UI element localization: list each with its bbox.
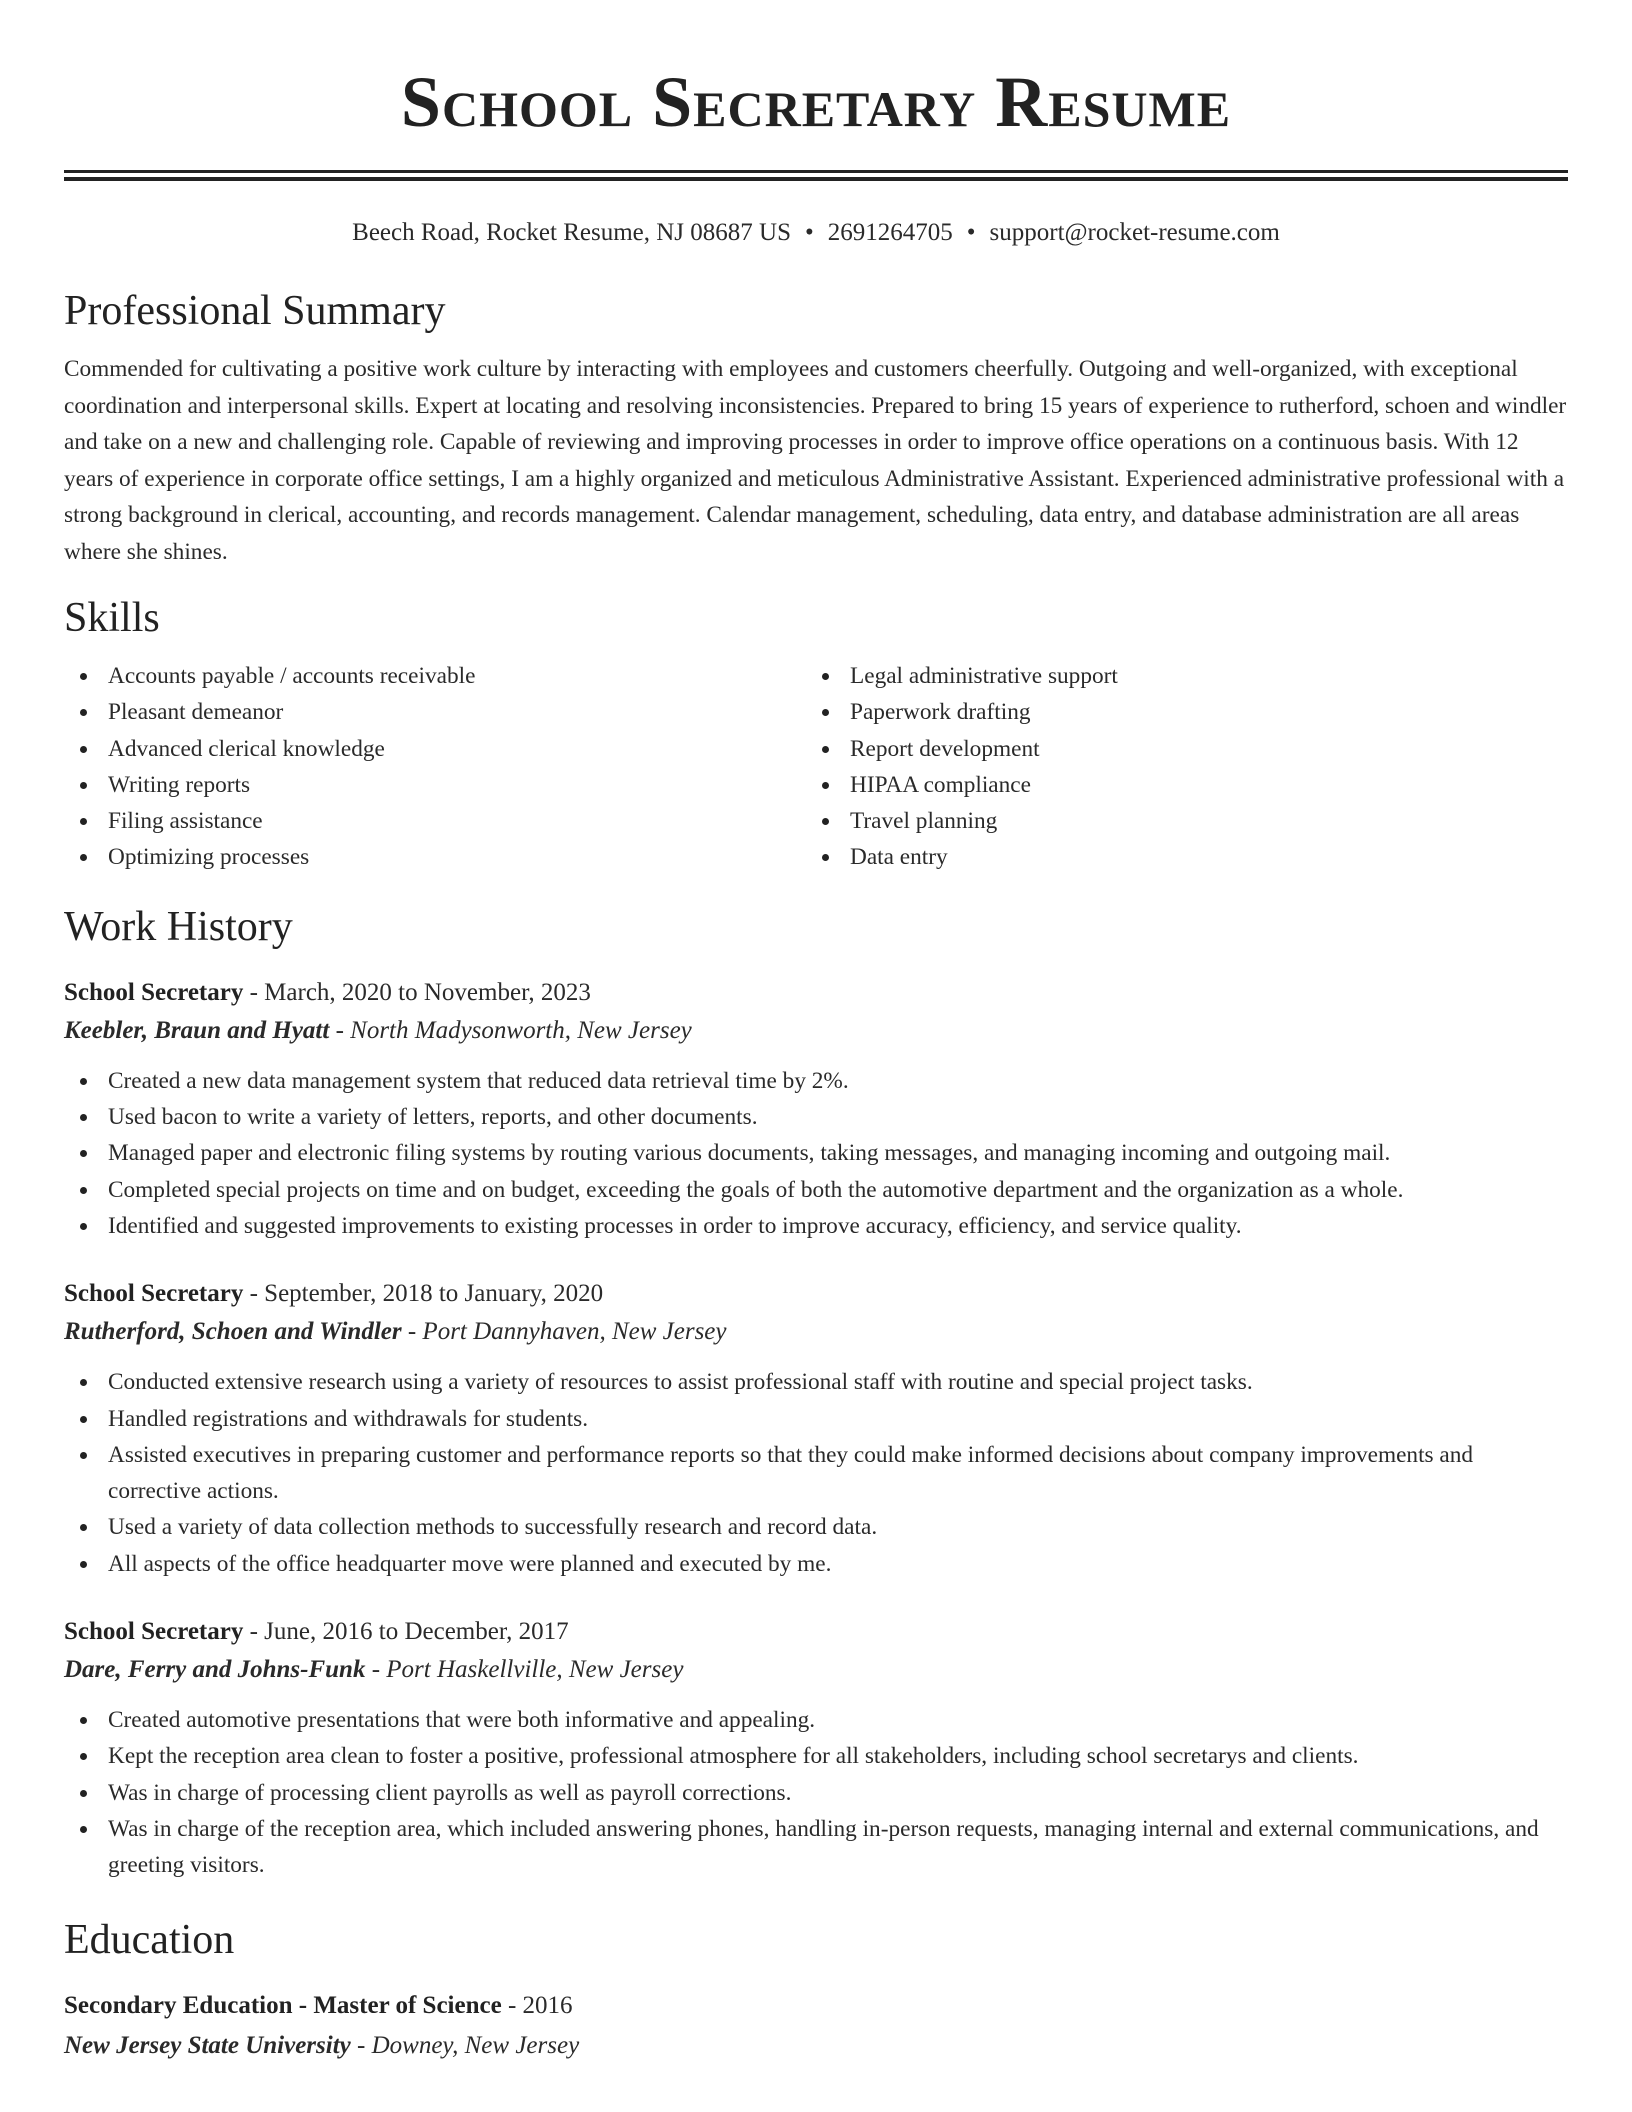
job-bullet: Conducted extensive research using a variety of resources to assist professional staff with routine and special project tasks. (64, 1364, 1568, 1400)
job-title-line (64, 975, 1568, 1011)
job-bullets (64, 1364, 1568, 1582)
job-bullet: Managed paper and electronic filing systems by routing various documents, taking messages, and managing incoming and outgoing mail. (64, 1135, 1568, 1171)
job-company: Dare, Ferry and Johns-Funk (64, 1656, 366, 1684)
job-location: - Port Haskellville, New Jersey (365, 1656, 684, 1684)
job-title: School Secretary (64, 978, 244, 1006)
education-year: - 2016 (501, 1991, 573, 2019)
job-title-line (64, 1614, 1568, 1650)
job-bullet: Used bacon to write a variety of letters, reports, and other documents. (64, 1099, 1568, 1135)
skills-right-column (806, 658, 1118, 876)
job-entry-2 (64, 1276, 1568, 1582)
skill-item: Pleasant demeanor (64, 694, 806, 730)
skill-item: Report development (806, 731, 1118, 767)
job-bullet: Created automotive presentations that were both informative and appealing. (64, 1702, 1568, 1738)
job-company: Rutherford, Schoen and Windler (64, 1318, 402, 1346)
job-entry-3 (64, 1614, 1568, 1883)
skills-heading: Skills (64, 595, 160, 641)
job-bullet: Handled registrations and withdrawals for students. (64, 1401, 1568, 1437)
skill-item: Accounts payable / accounts receivable (64, 658, 806, 694)
job-dates: - March, 2020 to November, 2023 (243, 978, 591, 1006)
skills-left-column (64, 658, 806, 876)
job-company-line (64, 1650, 1568, 1690)
job-bullets (64, 1063, 1568, 1244)
work-history-heading: Work History (64, 903, 293, 950)
job-bullet: Used a variety of data collection methods to successfully research and record data. (64, 1509, 1568, 1545)
job-bullet: Identified and suggested improvements to existing processes in order to improve accuracy, efficiency, and service quality. (64, 1208, 1568, 1244)
skill-item: Legal administrative support (806, 658, 1118, 694)
job-company-line (64, 1312, 1568, 1352)
education-location: - Downey, New Jersey (350, 2031, 580, 2059)
job-title-line (64, 1276, 1568, 1312)
skill-item: Filing assistance (64, 803, 806, 839)
skill-item: Optimizing processes (64, 839, 806, 875)
job-title: School Secretary (64, 1280, 244, 1308)
skill-item: Advanced clerical knowledge (64, 731, 806, 767)
skills-columns (64, 658, 1568, 876)
job-title: School Secretary (64, 1618, 244, 1646)
contact-email: support@rocket-resume.com (989, 219, 1280, 246)
contact-separator: • (805, 219, 814, 246)
job-bullets (64, 1702, 1568, 1883)
job-company: Keebler, Braun and Hyatt (64, 1016, 330, 1044)
contact-line (64, 216, 1568, 250)
job-bullet: All aspects of the office headquarter move were planned and executed by me. (64, 1546, 1568, 1582)
summary-heading: Professional Summary (64, 288, 446, 334)
education-school-line (64, 2026, 1568, 2066)
skill-item: Paperwork drafting (806, 694, 1118, 730)
resume-title: School Secretary Resume (400, 62, 1232, 142)
skill-item: Writing reports (64, 767, 806, 803)
contact-separator: • (966, 219, 976, 246)
skill-item: HIPAA compliance (806, 767, 1118, 803)
job-bullet: Kept the reception area clean to foster a positive, professional atmosphere for all stakeholders, including school secretarys and clients. (64, 1738, 1568, 1774)
contact-address: Beech Road, Rocket Resume, NJ 08687 US (352, 219, 791, 246)
education-heading: Education (64, 1916, 235, 1963)
job-company-line (64, 1011, 1568, 1051)
job-dates: - September, 2018 to January, 2020 (243, 1280, 604, 1308)
summary-text: Commended for cultivating a positive work culture by interacting with employees and customers cheerfully. Outgoing and well-organized, with exceptional coordination and interpersonal skills. Expert at locating and resolving inconsistencies. Prepared to bring 15 years of experience to rutherford, schoen and windler and take on a new and challenging role. Capable of reviewing and improving processes in order to improve office operations on a continuous basis. With 12 years of experience in corporate office settings, I am a highly organized and meticulous Administrative Assistant. Experienced administrative professional with a strong background in clerical, accounting, and records management. Calendar management, scheduling, data entry, and database administration are all areas where she shines. (64, 356, 1567, 565)
job-location: - Port Dannyhaven, New Jersey (401, 1318, 727, 1346)
job-location: - North Madysonworth, New Jersey (329, 1016, 692, 1044)
job-dates: - June, 2016 to December, 2017 (243, 1618, 569, 1646)
skill-item: Data entry (806, 839, 1118, 875)
job-bullet: Created a new data management system that reduced data retrieval time by 2%. (64, 1063, 1568, 1099)
title-double-rule (64, 170, 1568, 181)
contact-phone: 2691264705 (827, 219, 953, 246)
job-bullet: Completed special projects on time and on budget, exceeding the goals of both the automotive department and the organization as a whole. (64, 1172, 1568, 1208)
job-bullet: Was in charge of processing client payrolls as well as payroll corrections. (64, 1775, 1568, 1811)
job-bullet: Was in charge of the reception area, which included answering phones, handling in-person requests, managing internal and external communications, and greeting visitors. (64, 1811, 1568, 1884)
job-entry-1 (64, 975, 1568, 1244)
skill-item: Travel planning (806, 803, 1118, 839)
education-school: New Jersey State University (64, 2031, 351, 2059)
education-degree-line (64, 1986, 1568, 2026)
education-degree: Secondary Education - Master of Science (64, 1991, 502, 2019)
job-bullet: Assisted executives in preparing customer and performance reports so that they could make informed decisions about company improvements and corrective actions. (64, 1437, 1568, 1510)
